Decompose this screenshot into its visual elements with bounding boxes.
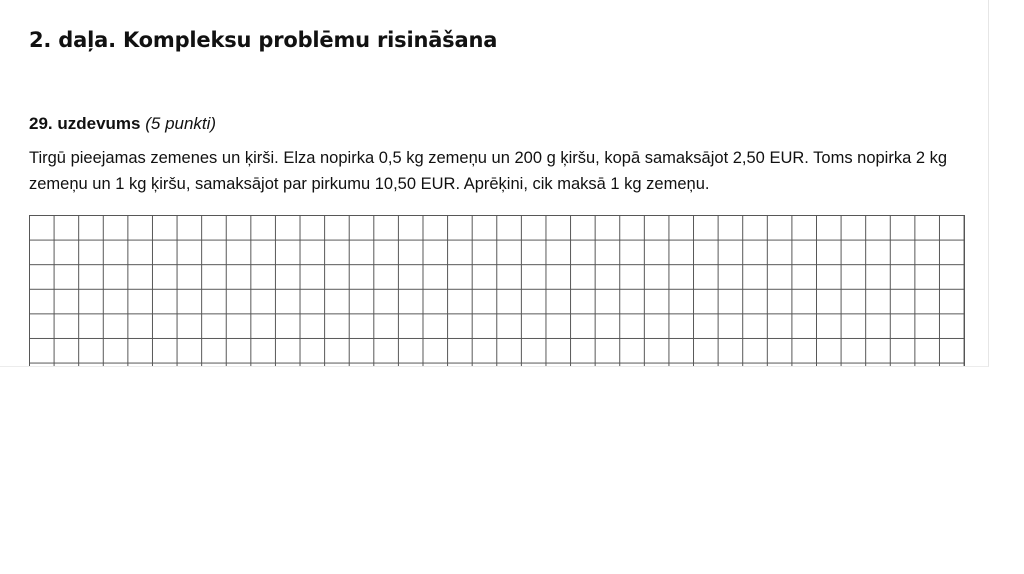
- task-points: (5 punkti): [145, 114, 217, 133]
- task-heading: [29, 114, 216, 134]
- task-number: 29. uzdevums: [29, 114, 141, 133]
- answer-grid[interactable]: [29, 215, 965, 366]
- task-text: Tirgū pieejamas zemenes un ķirši. Elza nopirka 0,5 kg zemeņu un 200 g ķiršu, kopā samaksājot 2,50 EUR. Toms nopirka 2 kg zemeņu un 1 kg ķiršu, samaksājot par pirkumu 10,50 EUR. Aprēķini, cik maksā 1 kg zemeņu.: [29, 149, 948, 193]
- section-title: 2. daļa. Kompleksu problēmu risināšana: [29, 28, 498, 52]
